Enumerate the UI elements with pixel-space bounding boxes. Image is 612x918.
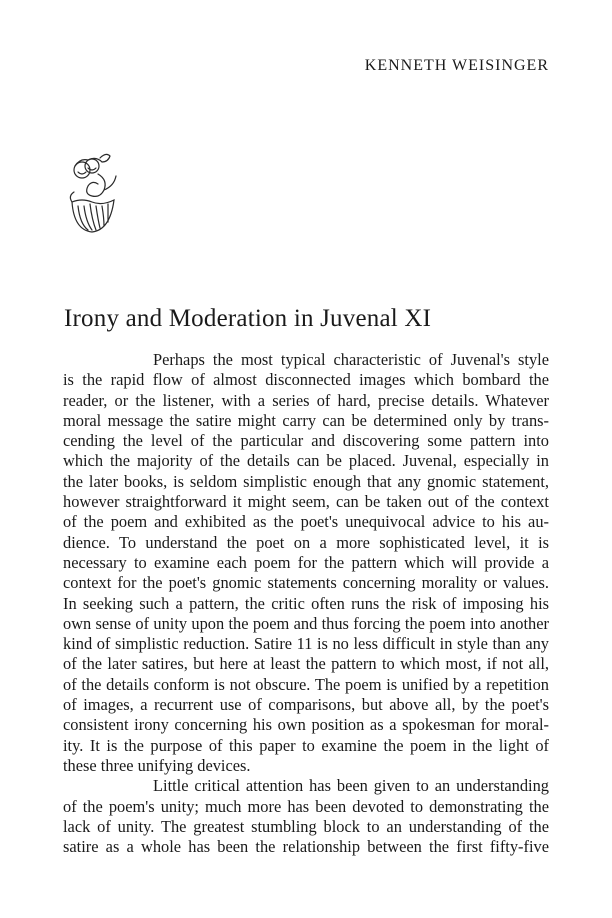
text-line: own sense of unity upon the poem and thus forcing the poem into another [63,613,549,633]
text-line: consistent irony concerning his own position as a spokesman for moral- [63,715,549,735]
text-line: Little critical attention has been given to an understanding [153,776,549,796]
text-line: kind of simplistic reduction. Satire 11 is no less difficult in style than any [63,634,549,654]
text-line: context for the poet's gnomic statements concerning morality or values. [63,573,549,593]
text-line: Perhaps the most typical characteristic of Juvenal's style [153,350,549,369]
text-line: satire as a whole has been the relationship between the first fifty-five [63,837,549,857]
text-line: the later books, is seldom simplistic enough that any gnomic statement, [63,471,549,491]
text-line: of images, a recurrent use of comparisons, but above all, by the poet's [63,695,549,715]
text-line: of the details conform is not obscure. The poem is unified by a repetition [63,674,549,694]
text-line: of the later satires, but here at least the pattern to which most, if not all, [63,654,549,674]
article-title: Irony and Moderation in Juvenal XI [64,305,432,332]
decorative-initial-ornament-icon [62,146,128,236]
text-line: moral message the satire might carry can be determined only by trans- [63,410,549,430]
text-line: these three unifying devices. [63,755,251,775]
text-line: is the rapid flow of almost disconnected images which bombard the [63,370,549,390]
article-body [63,350,549,857]
text-line: however straightforward it might seem, can be taken out of the context [63,492,549,512]
text-line: of the poem and exhibited as the poet's unequivocal advice to his au- [63,512,549,532]
text-line: dience. To understand the poet on a more sophisticated level, it is [63,532,549,552]
text-line: necessary to examine each poem for the pattern which will provide a [63,552,549,572]
text-line: which the majority of the details can be placed. Juvenal, especially in [63,451,549,471]
text-line: lack of unity. The greatest stumbling block to an understanding of the [63,816,549,836]
text-line: In seeking such a pattern, the critic often runs the risk of imposing his [63,593,549,613]
text-line: cending the level of the particular and discovering some pattern into [63,431,549,451]
running-header-author: KENNETH WEISINGER [364,57,549,74]
text-line: of the poem's unity; much more has been devoted to demonstrating the [63,796,549,816]
text-line: ity. It is the purpose of this paper to examine the poem in the light of [63,735,549,755]
text-line: reader, or the listener, with a series of hard, precise details. Whatever [63,390,549,410]
